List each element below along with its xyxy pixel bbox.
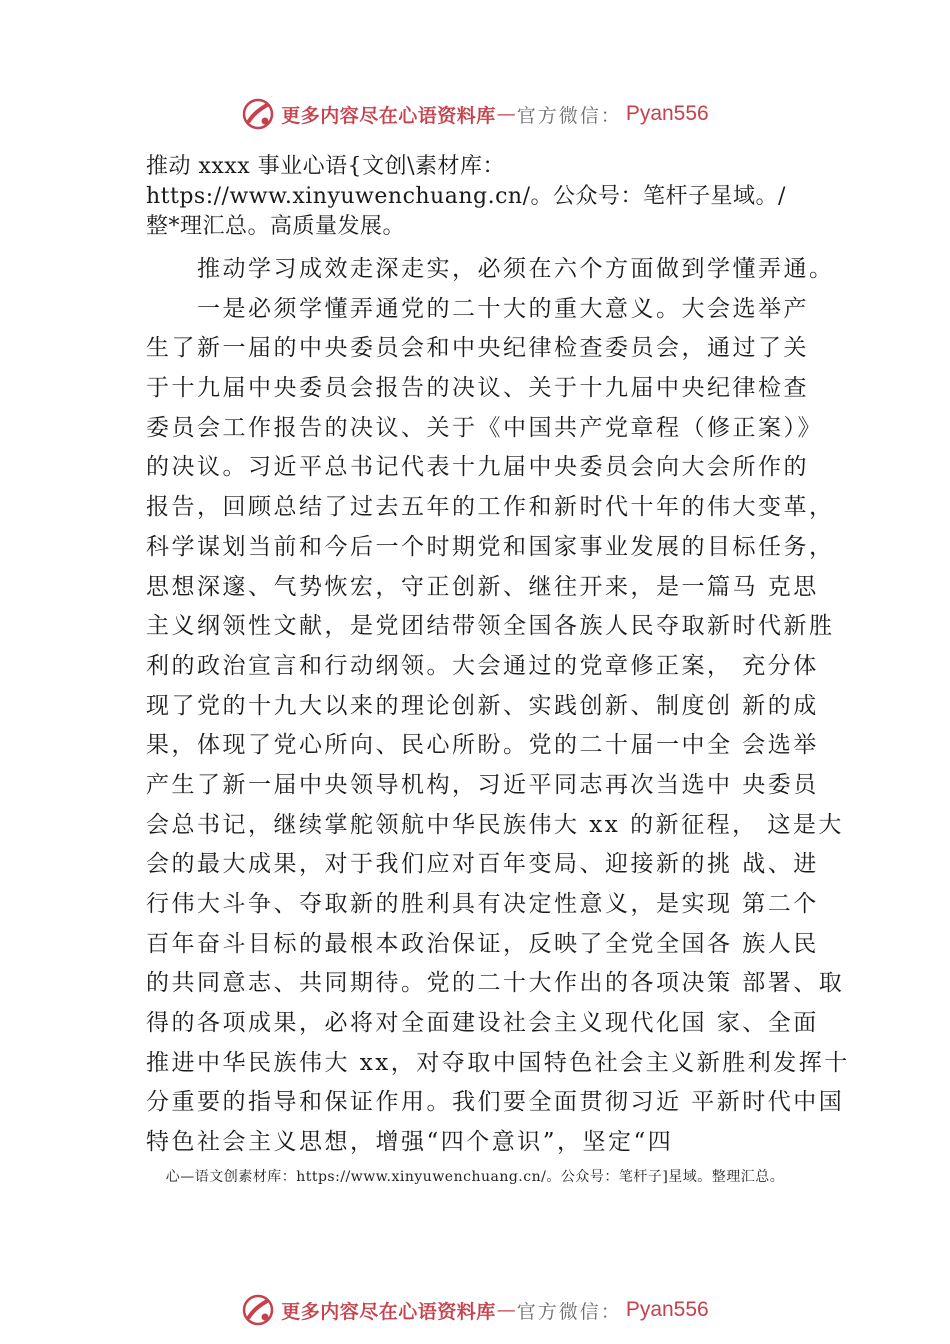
banner-dash: — xyxy=(496,1299,516,1321)
body-line: 会的最大成果，对于我们应对百年变局、迎接新的挑 战、进 xyxy=(146,851,819,878)
heading-line: 推动 xxxx 事业心语{文创\素材库： xyxy=(146,154,506,179)
body-line: 生了新一届的中央委员会和中央纪律检查委员会，通过了关 xyxy=(146,335,809,362)
body-line: 得的各项成果，必将对全面建设社会主义现代化国 家、全面 xyxy=(146,1010,819,1037)
body-line: 一是必须学懂弄通党的二十大的重大意义。大会选举产 xyxy=(146,295,809,322)
body-line: 的决议。习近平总书记代表十九届中央委员会向大会所作的 xyxy=(146,454,809,481)
body-line: 主义纲领性文献，是党团结带领全国各族人民夺取新时代新胜 xyxy=(146,613,835,640)
body-line: 思想深邃、气势恢宏，守正创新、继往开来，是一篇马 克思 xyxy=(146,573,819,600)
banner-title: 更多内容尽在心语资料库 xyxy=(281,104,496,127)
footer-note: 心—语文创素材库：https://www.xinyuwenchuang.cn/。公众号：笔杆子]星域。整理汇总。 xyxy=(165,1169,785,1185)
body-line: 科学谋划当前和今后一个时期党和国家事业发展的目标任务， xyxy=(146,533,835,560)
body-line: 报告，回顾总结了过去五年的工作和新时代十年的伟大变革， xyxy=(146,494,835,521)
brush-logo-icon xyxy=(241,1293,275,1327)
banner-title: 更多内容尽在心语资料库 xyxy=(281,1300,496,1323)
body-line: 分重要的指导和保证作用。我们要全面贯彻习近 平新时代中国 xyxy=(146,1089,845,1116)
banner-wechat-id: Pyan556 xyxy=(625,102,709,125)
banner-wechat-id: Pyan556 xyxy=(625,1298,709,1321)
document-heading xyxy=(146,152,846,242)
body-line: 特色社会主义思想，增强“四个意识”，坚定“四 xyxy=(146,1129,674,1156)
banner-wechat-label: 官方微信： xyxy=(516,1300,622,1323)
body-line: 委员会工作报告的决议、关于《中国共产党章程（修正案）》 xyxy=(146,414,823,441)
bottom-banner xyxy=(0,1288,950,1332)
body-line: 果，体现了党心所向、民心所盼。党的二十届一中全 会选举 xyxy=(146,732,819,759)
body-line: 推进中华民族伟大 xx，对夺取中国特色社会主义新胜利发挥十 xyxy=(146,1049,850,1076)
body-line: 会总书记，继续掌舵领航中华民族伟大 xx 的新征程， 这是大 xyxy=(146,811,844,838)
heading-line: https://www.xinyuwenchuang.cn/。公众号：笔杆子星域。/ xyxy=(146,184,786,209)
banner-dash: — xyxy=(496,103,516,125)
banner-wechat-label: 官方微信： xyxy=(516,104,622,127)
top-banner xyxy=(0,92,950,136)
body-line: 的共同意志、共同期待。党的二十大作出的各项决策 部署、取 xyxy=(146,970,845,997)
body-line: 利的政治宣言和行动纲领。大会通过的党章修正案， 充分体 xyxy=(146,652,819,679)
body-line: 行伟大斗争、夺取新的胜利具有决定性意义，是实现 第二个 xyxy=(146,891,819,917)
body-line: 现了党的十九大以来的理论创新、实践创新、制度创 新的成 xyxy=(146,692,819,719)
body-line: 百年奋斗目标的最根本政治保证，反映了全党全国各 族人民 xyxy=(146,930,819,957)
body-line: 于十九届中央委员会报告的决议、关于十九届中央纪律检查 xyxy=(146,375,809,402)
body-line: 推动学习成效走深走实，必须在六个方面做到学懂弄通。 xyxy=(146,256,835,282)
document-body xyxy=(146,250,850,1163)
brush-logo-icon xyxy=(241,97,275,131)
body-line: 产生了新一届中央领导机构，习近平同志再次当选中 央委员 xyxy=(146,771,819,798)
heading-line: 整*理汇总。高质量发展。 xyxy=(146,214,406,239)
